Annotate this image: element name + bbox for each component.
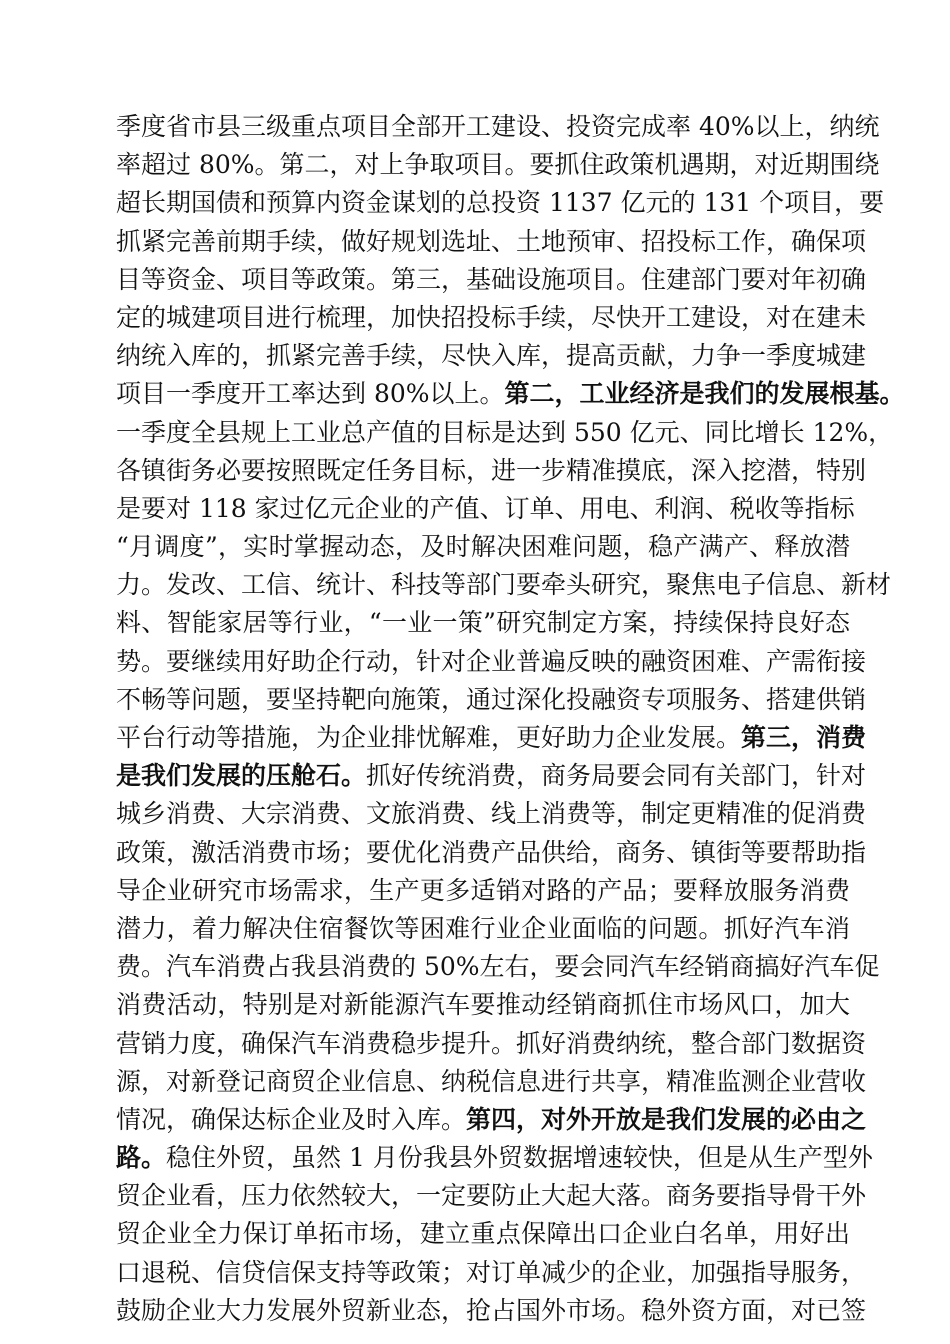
text-line (116, 795, 867, 833)
text-segment: 潜力，着力解决住宿餐饮等困难行业企业面临的问题。抓好汽车消 (116, 913, 850, 943)
text-line (116, 1101, 867, 1139)
text-segment: 消费活动，特别是对新能源汽车要推动经销商抓住市场风口，加大 (116, 990, 850, 1020)
text-segment: 不畅等问题，要坚持靶向施策，通过深化投融资专项服务、搭建供销 (116, 684, 867, 714)
text-segment: 城乡消费、大宗消费、文旅消费、线上消费等，制定更精准的促消费 (116, 799, 867, 829)
text-line (116, 986, 850, 1024)
bold-heading-segment: 第三，消费 (741, 723, 867, 752)
text-segment: 政策，激活消费市场；要优化消费产品供给，商务、镇街等要帮助指 (116, 837, 867, 867)
text-segment: 目等资金、项目等政策。第三，基础设施项目。住建部门要对年初确 (116, 264, 867, 294)
text-line (116, 566, 892, 604)
text-segment: 贸企业全力保订单拓市场，建立重点保障出口企业白名单，用好出 (116, 1219, 850, 1249)
text-line (116, 948, 880, 986)
text-line (116, 872, 850, 910)
text-segment: 各镇街务必要按照既定任务目标，进一步精准摸底，深入挖潜，特别 (116, 455, 867, 485)
text-segment: 平台行动等措施，为企业排忧解难，更好助力企业发展。 (116, 723, 742, 752)
text-line (116, 1063, 867, 1101)
bold-heading-segment: 路。 (116, 1143, 167, 1173)
text-segment: 力。发改、工信、统计、科技等部门要牵头研究，聚焦电子信息、新材 (116, 570, 892, 600)
text-line (116, 1292, 867, 1330)
body-text (116, 108, 905, 1330)
text-segment: 源，对新登记商贸企业信息、纳税信息进行共享，精准监测企业营收 (116, 1066, 867, 1096)
text-line (116, 834, 867, 872)
text-line (116, 299, 867, 337)
text-segment: 鼓励企业大力发展外贸新业态，抢占国外市场。稳外资方面，对已签 (116, 1295, 867, 1325)
text-line (116, 1025, 867, 1063)
text-segment: 抓紧完善前期手续，做好规划选址、土地预审、招投标工作，确保项 (116, 226, 867, 256)
text-line (116, 757, 867, 795)
text-segment: “月调度”，实时掌握动态，及时解决困难问题，稳产满产、释放潜 (116, 532, 850, 562)
text-segment: 定的城建项目进行梳理，加快招投标手续，尽快开工建设，对在建未 (116, 302, 867, 332)
text-segment: 势。要继续用好助企行动，针对企业普遍反映的融资困难、产需衔接 (116, 646, 867, 676)
text-line (116, 337, 867, 375)
text-line (116, 1139, 873, 1177)
text-line (116, 490, 855, 528)
text-segment: 率超过 80%。第二，对上争取项目。要抓住政策机遇期，对近期围绕 (116, 150, 880, 180)
text-segment: 项目一季度开工率达到 80%以上。 (116, 379, 505, 409)
text-segment: 纳统入库的，抓紧完善手续，尽快入库，提高贡献，力争一季度城建 (116, 341, 867, 371)
text-line (116, 375, 905, 413)
text-line (116, 1177, 867, 1215)
text-segment: 超长期国债和预算内资金谋划的总投资 1137 亿元的 131 个项目，要 (116, 188, 885, 218)
text-line (116, 1254, 867, 1292)
text-line (116, 643, 867, 681)
text-line (116, 719, 867, 757)
text-line (116, 146, 880, 184)
bold-heading-segment: 是我们发展的压舱石。 (116, 761, 367, 791)
text-segment: 料、智能家居等行业，“一业一策”研究制定方案，持续保持良好态 (116, 608, 850, 638)
text-segment: 情况，确保达标企业及时入库。 (116, 1104, 467, 1134)
text-segment: 营销力度，确保汽车消费稳步提升。抓好消费纳统，整合部门数据资 (116, 1028, 867, 1058)
text-segment: 口退税、信贷信保支持等政策；对订单减少的企业，加强指导服务， (116, 1257, 867, 1287)
text-line (116, 223, 867, 261)
text-line (116, 1215, 850, 1253)
text-segment: 费。汽车消费占我县消费的 50%左右，要会同汽车经销商搞好汽车促 (116, 952, 880, 982)
text-line (116, 604, 850, 642)
text-line (116, 910, 850, 948)
text-segment: 导企业研究市场需求，生产更多适销对路的产品；要释放服务消费 (116, 875, 850, 905)
text-segment: 季度省市县三级重点项目全部开工建设、投资完成率 40%以上，纳统 (116, 112, 880, 141)
bold-heading-segment: 第四，对外开放是我们发展的必由之 (466, 1104, 867, 1134)
text-segment: 一季度全县规上工业总产值的目标是达到 550 亿元、同比增长 12%， (116, 417, 894, 447)
text-line (116, 452, 867, 490)
text-segment: 是要对 118 家过亿元企业的产值、订单、用电、利润、税收等指标 (116, 493, 855, 523)
bold-heading-segment: 第二，工业经济是我们的发展根基。 (504, 379, 905, 409)
text-segment: 抓好传统消费，商务局要会同有关部门，针对 (366, 761, 867, 791)
text-line (116, 681, 867, 719)
text-line (116, 528, 850, 566)
text-segment: 稳住外贸，虽然 1 月份我县外贸数据增速较快，但是从生产型外 (166, 1143, 873, 1173)
text-line (116, 108, 880, 146)
text-segment: 贸企业看，压力依然较大，一定要防止大起大落。商务要指导骨干外 (116, 1181, 867, 1211)
text-line (116, 261, 867, 299)
text-line (116, 184, 885, 222)
text-line (116, 414, 894, 452)
